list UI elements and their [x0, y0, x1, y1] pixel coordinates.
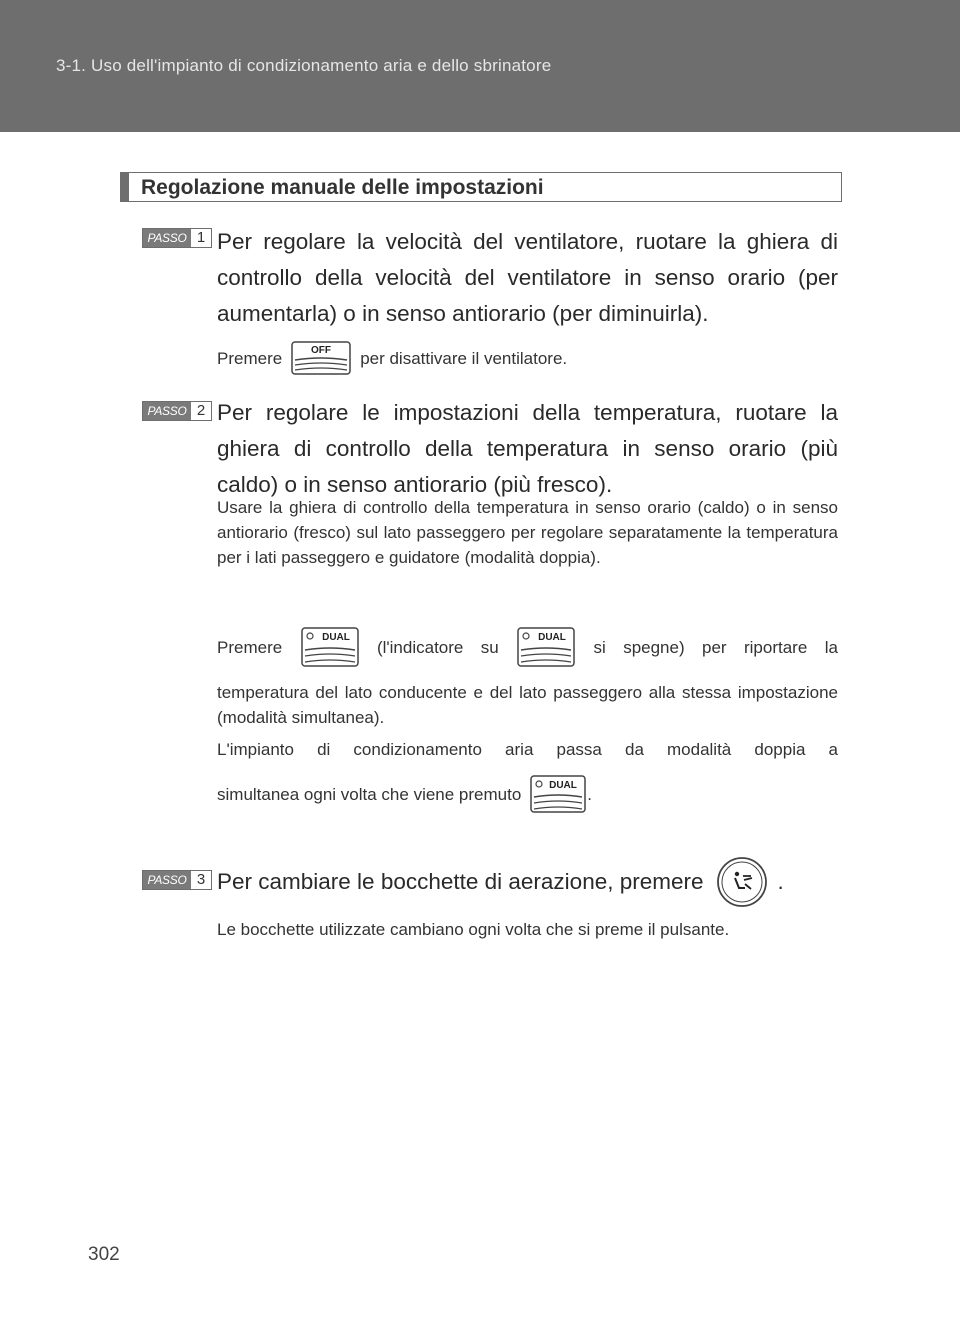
vent-mode-button-icon	[716, 856, 768, 908]
step-badge-label: PASSO	[143, 402, 191, 420]
step-3-text	[217, 852, 838, 912]
step-3-note: Le bocchette utilizzate cambiano ogni volta che si preme il pulsante.	[217, 920, 730, 939]
dual-button-icon	[300, 626, 360, 668]
word: (l'indicatore	[376, 637, 464, 657]
note-line-1: L'impianto di condizionamento aria passa da modalità doppia a	[217, 740, 838, 759]
step-badge-label: PASSO	[143, 229, 191, 247]
note-line-2	[217, 774, 838, 814]
word: si	[593, 637, 606, 657]
word: riportare	[743, 637, 808, 657]
step-1-text: Per regolare la velocità del ventilatore, ruotare la ghiera di controllo della velocità del ventilatore in senso orario (per aumentarla) o in senso antiorario (per diminuirla).	[217, 229, 838, 326]
note-suffix: per disattivare il ventilatore.	[360, 348, 568, 368]
step-badge-number: 1	[196, 229, 206, 246]
step-3-badge	[142, 870, 212, 890]
step-badge-number: 2	[196, 402, 206, 419]
section-path: 3-1. Uso dell'impianto di condizionamento aria e dello sbrinatore	[56, 56, 552, 75]
step-1-note	[217, 340, 838, 376]
dual-button-icon	[516, 626, 576, 668]
word: la	[824, 637, 838, 657]
note-prefix: Premere	[217, 348, 283, 368]
dual-button-label: DUAL	[538, 632, 567, 643]
step-3-text-suffix: .	[777, 869, 784, 894]
word: Premere	[217, 637, 283, 657]
note-rest: temperatura del lato conducente e del lato passeggero alla stessa impostazione (modalità simultanea).	[217, 683, 838, 727]
off-button-icon	[290, 340, 352, 376]
step-badge-label: PASSO	[143, 871, 191, 889]
page-number: 302	[88, 1244, 120, 1265]
off-button-label: OFF	[311, 345, 332, 356]
note-line-2-suffix: .	[587, 784, 593, 804]
note-first-line	[217, 622, 838, 672]
step-badge-number: 3	[196, 871, 206, 888]
step-2-text: Per regolare le impostazioni della temperatura, ruotare la ghiera di controllo della temperatura in senso orario (più caldo) o in senso antiorario (più fresco).	[217, 400, 838, 497]
step-3-text-prefix: Per cambiare le bocchette di aerazione, premere	[217, 869, 704, 894]
step-2-note-toggle	[217, 737, 838, 814]
dual-button-label: DUAL	[321, 632, 350, 643]
section-title: Regolazione manuale delle impostazioni	[141, 176, 544, 199]
dual-button-icon	[529, 774, 587, 814]
heading-bar	[121, 173, 129, 201]
word: per	[702, 637, 727, 657]
step-2-note-simultaneous	[217, 622, 838, 730]
header-band	[0, 0, 960, 132]
section-heading	[120, 172, 842, 202]
step-2-badge	[142, 401, 212, 421]
word: su	[480, 637, 499, 657]
word: spegne)	[623, 637, 685, 657]
step-2-note-dual-mode: Usare la ghiera di controllo della temperatura in senso orario (caldo) o in senso antiorario (fresco) sul lato passeggero per regolare separatamente la temperatura per i lati passeggero e guidatore (modalità doppia).	[217, 498, 838, 567]
note-line-2-prefix: simultanea ogni volta che viene premuto	[217, 784, 522, 804]
step-1-badge	[142, 228, 212, 248]
dual-button-label: DUAL	[549, 780, 578, 791]
